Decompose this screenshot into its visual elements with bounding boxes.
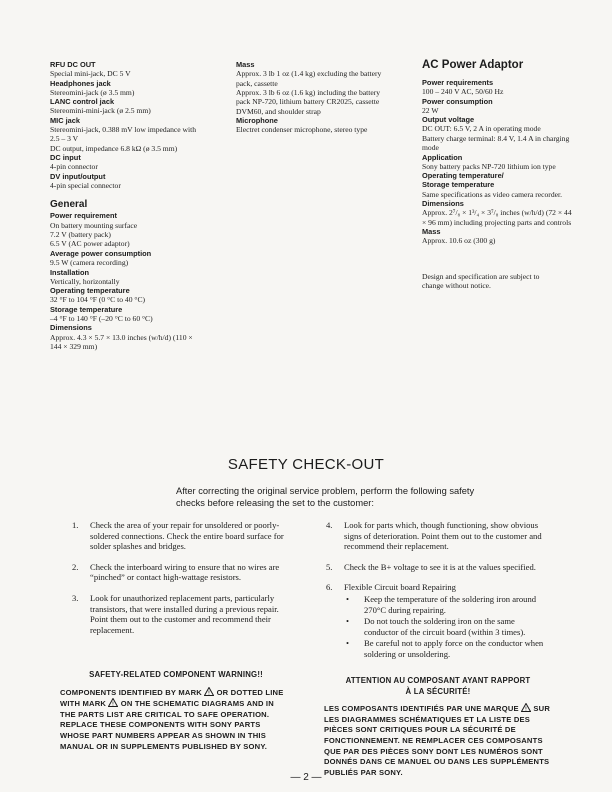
warning-text-fr: LES COMPOSANTS IDENTIFIÉS PAR UNE MARQUE ! SUR LES DIAGRAMMES SCHÉMATIQUES ET LA LISTE DES PIÈCES SONT CRITIQUES POUR LA SÉCURITÉ DE FONCTIONNEMENT. NE REMPLACER CES COMPOSANTS QUE PAR DES PIÈCES SONY DONT LES NUMÉROS SONT DONNÉS DANS CE MANUEL OU DANS LES SUPPLÉMENTS PUBLIÉS PAR SONY. [324, 704, 551, 777]
spec-label: Mass [422, 227, 441, 237]
spec-value: Approx. 3 lb 1 oz (1.4 kg) excluding the battery pack, cassette [236, 69, 382, 88]
spec-label: DC input [50, 153, 81, 163]
warning-title-fr-1: ATTENTION AU COMPOSANT AYANT RAPPORT [345, 676, 531, 685]
safety-steps-right [326, 520, 546, 669]
spec-value: 100 – 240 V AC, 50/60 Hz [422, 87, 504, 97]
spec-label: Installation [50, 267, 90, 277]
spec-label: Storage temperature [50, 304, 123, 314]
spec-label: RFU DC OUT [50, 60, 96, 69]
spec-label: MIC jack [50, 115, 80, 125]
spec-value: 6.5 V (AC power adaptor) [50, 239, 130, 249]
spec-label: Microphone [236, 116, 278, 126]
spec-label: Operating temperature [50, 286, 130, 296]
safety-step: 3. Look for unauthorized replacement parts, particularly transistors, that were installed during a previous repair. Point them out to the customer and recommend their replacement. [72, 592, 279, 635]
warning-title-en: SAFETY-RELATED COMPONENT WARNING!! [89, 670, 263, 679]
spec-value: Battery charge terminal: 8.4 V, 1.4 A in charging mode [422, 133, 570, 153]
safety-step: 5. Check the B+ voltage to see it is at the values specified. [326, 561, 536, 572]
spec-column-ac-adaptor [422, 58, 572, 291]
spec-label: Power requirements [422, 78, 494, 87]
spec-value: Stereomini-jack (ø 3.5 mm) [50, 87, 135, 97]
caution-triangle-icon [108, 698, 118, 707]
sub-item: • Be careful not to apply force on the conductor when soldering or unsoldering. [346, 638, 544, 659]
spec-value: Approx. 3 lb 6 oz (1.6 kg) including the battery pack NP-720, lithium battery CR2025, cassette DVM60, and shoulder strap [236, 88, 381, 116]
safety-checkout-title: SAFETY CHECK-OUT [227, 456, 385, 473]
safety-intro: After correcting the original service problem, perform the following safety checks before releasing the set to the customer: [176, 486, 475, 508]
spec-value: 4-pin connector [50, 162, 98, 172]
safety-component-warning-en [60, 670, 292, 752]
svg-text:!: ! [112, 701, 115, 708]
spec-value: On battery mounting surface [50, 220, 138, 230]
spec-value: 22 W [422, 105, 439, 115]
spec-value: 7.2 V (battery pack) [50, 230, 111, 240]
spec-value: 9.5 W (camera recording) [50, 258, 129, 268]
warning-text-en: COMPONENTS IDENTIFIED BY MARK ! OR DOTTED LINE WITH MARK ! ON THE SCHEMATIC DIAGRAMS AND IN THE PARTS LIST ARE CRITICAL TO SAFE OPERATION. REPLACE THESE COMPONENTS WITH SONY PARTS WHOSE PART NUMBERS APPEAR AS SHOWN IN THIS MANUAL OR IN SUPPLEMENTS PUBLISHED BY SONY. [60, 687, 284, 751]
spec-value: Approx. 2⁷/₈ × 1³/₄ × 3⁷/₈ inches (w/h/d) (72 × 44 × 96 mm) including projecting parts and controls [422, 208, 572, 227]
spec-value: Stereomini-mini-jack (ø 2.5 mm) [50, 106, 151, 116]
safety-steps-left [72, 520, 288, 644]
caution-triangle-icon [204, 687, 214, 696]
spec-value: Stereomini-jack, 0.388 mV low impedance with 2.5 – 3 V [50, 125, 197, 144]
safety-step: 4. Look for parts which, though functioning, show obvious signs of deterioration. Point them out to the customer and recommend their replacement. [326, 520, 542, 552]
svg-text:!: ! [208, 690, 211, 696]
sub-item: • Keep the temperature of the soldering iron around 270°C during repairing. [346, 593, 537, 615]
svg-text:!: ! [525, 706, 528, 713]
ac-adaptor-heading: AC Power Adaptor [422, 59, 524, 71]
safety-step: 1. Check the area of your repair for unsoldered or poorly-soldered connections. Check the entire board surface for solder splashes and bridges. [72, 520, 284, 552]
section-heading: General [50, 199, 88, 211]
spec-value: –4 °F to 140 °F (–20 °C to 60 °C) [50, 313, 153, 323]
spec-value: Approx. 4.3 × 5.7 × 13.0 inches (w/h/d) (110 × 144 × 329 mm) [50, 332, 193, 351]
page-number: — 2 — [290, 772, 322, 783]
spec-label: LANC control jack [50, 97, 115, 107]
spec-label: Operating temperature/ [422, 171, 504, 181]
spec-value: Vertically, horizontally [50, 276, 120, 286]
spec-column-left [50, 60, 200, 351]
spec-change-notice: Design and specification are subject to change without notice. [422, 271, 540, 291]
safety-component-warning-fr [324, 676, 552, 778]
spec-label: Power requirement [50, 211, 117, 221]
spec-label: Average power consumption [50, 248, 152, 258]
spec-label: Headphones jack [50, 78, 111, 88]
spec-label: Storage temperature [422, 180, 495, 190]
spec-value: 32 °F to 104 °F (0 °C to 40 °C) [50, 295, 146, 305]
spec-column-middle [236, 60, 384, 135]
spec-value: DC OUT: 6.5 V, 2 A in operating mode [422, 124, 541, 134]
spec-value: Sony battery packs NP-720 lithium ion type [422, 161, 556, 171]
spec-label: Output voltage [422, 115, 475, 125]
safety-step: 6. Flexible Circuit board Repairing • Keep the temperature of the soldering iron around 270°C during repairing. • Do not touch the soldering iron on the same conductor of the circuit board (within 3 times). • Be careful not to apply force on the conductor when soldering or unsoldering. [326, 582, 546, 659]
spec-value: Approx. 10.6 oz (300 g) [422, 236, 496, 246]
spec-label: Application [422, 152, 463, 162]
spec-label: Dimensions [422, 199, 464, 209]
caution-triangle-icon [521, 703, 531, 712]
spec-value: Same specifications as video camera recorder. [422, 189, 562, 199]
spec-label: DV input/output [50, 171, 106, 181]
spec-value: Special mini-jack, DC 5 V [50, 69, 131, 79]
safety-step: 2. Check the interboard wiring to ensure that no wires are “pinched” or contact high-wattage resistors. [72, 561, 280, 583]
spec-label: Dimensions [50, 323, 92, 333]
spec-label: Power consumption [422, 96, 493, 106]
sub-item: • Do not touch the soldering iron on the same conductor of the circuit board (within 3 times). [346, 616, 526, 637]
spec-value: 4-pin special connector [50, 181, 121, 191]
spec-value: Electret condenser microphone, stereo type [236, 125, 368, 135]
warning-title-fr-2: À LA SÉCURITÉ! [405, 686, 471, 696]
spec-label: Mass [236, 60, 255, 69]
spec-value: DC output, impedance 6.8 kΩ (ø 3.5 mm) [50, 143, 178, 153]
